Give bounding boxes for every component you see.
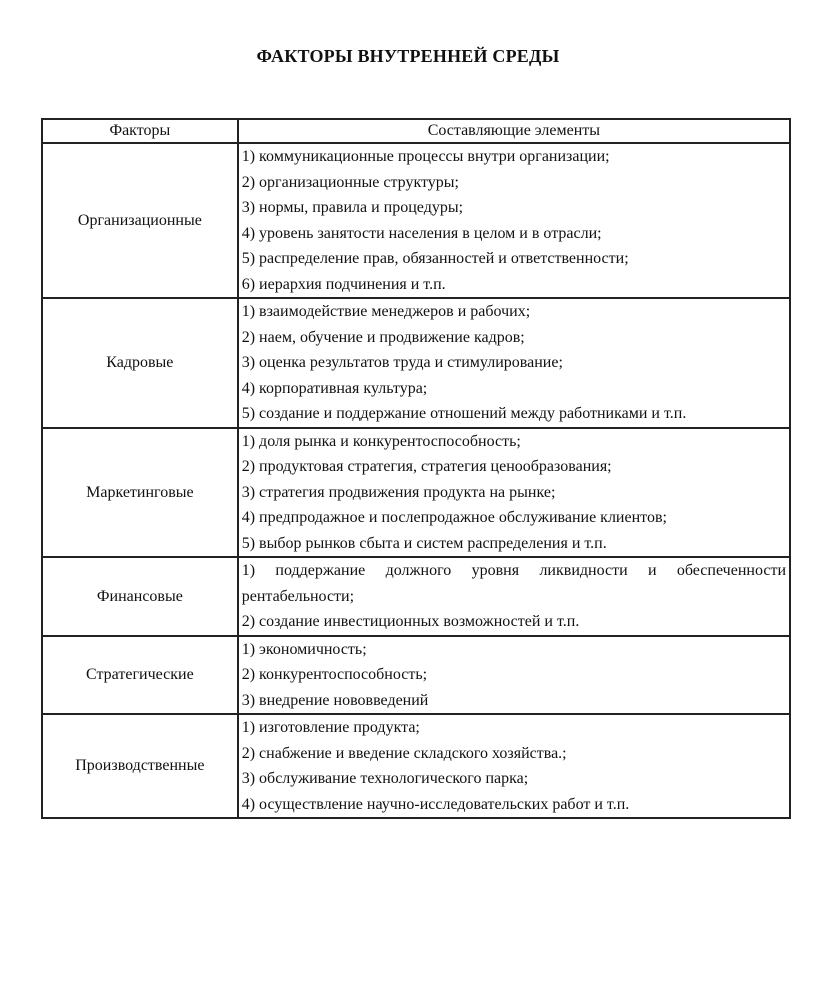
factor-cell: Стратегические — [42, 636, 238, 715]
table-row-production — [42, 714, 790, 818]
list-item: 1) поддержание должного уровня ликвидности и обеспеченности рентабельности; — [241, 562, 786, 605]
table-row-organizational — [42, 143, 790, 298]
factor-cell: Финансовые — [42, 557, 238, 636]
list-item: 5) создание и поддержание отношений между работниками и т.п. — [241, 405, 687, 422]
table-row-marketing — [42, 428, 790, 558]
list-item: 1) изготовление продукта; — [241, 719, 420, 736]
elements-cell — [238, 636, 790, 715]
list-item: 4) уровень занятости населения в целом и в отрасли; — [241, 224, 602, 242]
list-item: 2) организационные структуры; — [241, 173, 459, 191]
factor-cell: Производственные — [42, 714, 238, 818]
list-item: 1) экономичность; — [241, 640, 367, 658]
list-item: 2) создание инвестиционных возможностей и т.п. — [241, 613, 580, 630]
elements-cell — [238, 714, 790, 818]
list-item: 4) осуществление научно-исследовательских работ и т.п. — [241, 795, 630, 813]
elements-cell — [238, 143, 790, 298]
list-item: 3) стратегия продвижения продукта на рынке; — [241, 483, 556, 501]
factor-cell: Кадровые — [42, 298, 238, 428]
factor-cell: Маркетинговые — [42, 428, 238, 558]
list-item: 3) нормы, правила и процедуры; — [241, 199, 464, 216]
list-item: 6) иерархия подчинения и т.п. — [241, 275, 446, 293]
table-row-strategic — [42, 636, 790, 715]
table-header-row — [42, 119, 790, 143]
header-elements: Составляющие элементы — [238, 119, 790, 143]
list-item: 2) наем, обучение и продвижение кадров; — [241, 328, 525, 346]
elements-cell — [238, 557, 790, 636]
elements-cell — [238, 428, 790, 558]
table-row-financial — [42, 557, 790, 636]
list-item: 3) внедрение нововведений — [241, 691, 429, 709]
list-item: 3) оценка результатов труда и стимулирование; — [241, 354, 563, 371]
list-item: 5) распределение прав, обязанностей и ответственности; — [241, 250, 629, 267]
header-factors: Факторы — [42, 119, 238, 143]
table-row-personnel — [42, 298, 790, 428]
list-item: 4) предпродажное и послепродажное обслуживание клиентов; — [241, 509, 667, 526]
list-item: 1) доля рынка и конкурентоспособность; — [241, 432, 521, 450]
list-item: 5) выбор рынков сбыта и систем распределения и т.п. — [241, 534, 607, 552]
list-item: 3) обслуживание технологического парка; — [241, 770, 529, 787]
factor-cell: Организационные — [42, 143, 238, 298]
list-item: 1) коммуникационные процессы внутри организации; — [241, 148, 610, 165]
elements-cell — [238, 298, 790, 428]
list-item: 2) снабжение и введение складского хозяйства.; — [241, 744, 567, 762]
list-item: 2) конкурентоспособность; — [241, 666, 428, 683]
list-item: 1) взаимодействие менеджеров и рабочих; — [241, 303, 531, 320]
list-item: 2) продуктовая стратегия, стратегия ценообразования; — [241, 458, 612, 475]
factors-table — [41, 118, 791, 819]
page-title: ФАКТОРЫ ВНУТРЕННЕЙ СРЕДЫ — [256, 46, 560, 66]
list-item: 4) корпоративная культура; — [241, 379, 428, 397]
